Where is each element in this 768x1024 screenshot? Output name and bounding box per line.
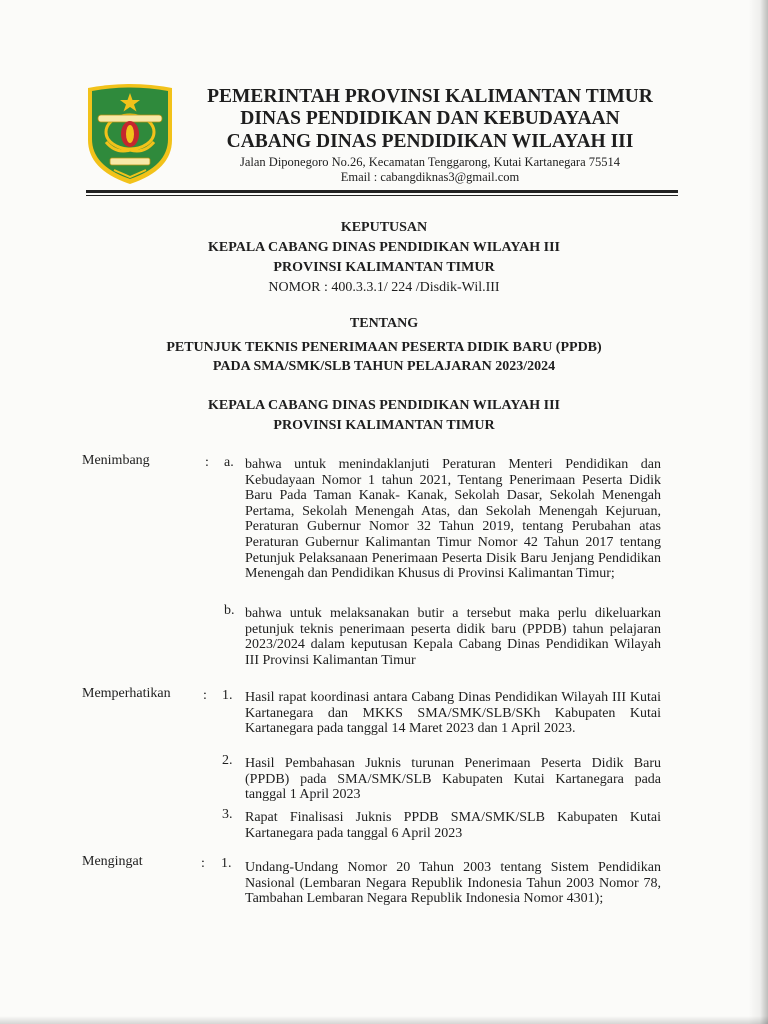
list-marker: 2. — [222, 753, 233, 768]
decree-heading: KEPUTUSAN — [340, 220, 428, 235]
decree-number: NOMOR : 400.3.3.1/ 224 /Disdik-Wil.III — [268, 280, 500, 295]
memperhatikan-item-1: Hasil rapat koordinasi antara Cabang Dinas Pendidikan Wilayah III Kutai Kartanegara dan MKKS SMA/SMK/SLB/SKh Kabupaten Kutai Kartanegara pada tanggal 14 Maret 2023 dan 1 April 2023. — [245, 690, 661, 737]
section-colon: : — [201, 856, 205, 871]
menimbang-item-a: bahwa untuk menindaklanjuti Peraturan Menteri Pendidikan dan Kebudayaan Nomor 1 tahun 2021, Tentang Penerimaan Peserta Didik Baru Pada Taman Kanak- Kanak, Sekolah Dasar, Sekolah Menengah Pertama, Sekolah Menengah Atas, dan Sekolah Menengah Kejuruan, Peraturan Gubernur Nomor 32 Tahun 2019, tentang Perubahan atas Peraturan Gubernur Kalimantan Timur Nomor 42 Tahun 2017 tentang Petunjuk Pelaksanaan Penerimaan Peserta Disik Baru Jenjang Pendidikan Menengah dan Pendidikan Khusus di Provinsi Kalimantan Timur; — [245, 457, 661, 582]
section-label-menimbang: Menimbang — [82, 453, 150, 468]
letterhead-government: PEMERINTAH PROVINSI KALIMANTAN TIMUR — [207, 86, 653, 107]
mengingat-item-1: Undang-Undang Nomor 20 Tahun 2003 tentang Sistem Pendidikan Nasional (Lembaran Negara Republik Indonesia Tahun 2003 Nomor 78, Tambahan Lembaran Negara Republik Indonesia Nomor 4301); — [245, 860, 661, 907]
decree-signer-title: KEPALA CABANG DINAS PENDIDIKAN WILAYAH III — [207, 398, 561, 413]
list-marker: 3. — [222, 807, 233, 822]
memperhatikan-item-2: Hasil Pembahasan Juknis turunan Penerimaan Peserta Didik Baru (PPDB) pada SMA/SMK/SLB Kabupaten Kutai Kartanegara pada tanggal 1 April 2023 — [245, 756, 661, 803]
decree-issuer-title: KEPALA CABANG DINAS PENDIDIKAN WILAYAH III — [207, 240, 561, 255]
list-marker: 1. — [222, 688, 233, 703]
letterhead-thin-divider — [86, 195, 678, 196]
list-marker: b. — [224, 603, 235, 618]
section-colon: : — [203, 688, 207, 703]
decree-subject-line2: PADA SMA/SMK/SLB TAHUN PELAJARAN 2023/2024 — [212, 359, 556, 374]
provincial-emblem-logo — [84, 82, 176, 186]
decree-subject-line1: PETUNJUK TEKNIS PENERIMAAN PESERTA DIDIK BARU (PPDB) — [166, 340, 602, 355]
list-marker: 1. — [221, 856, 232, 871]
letterhead-address: Jalan Diponegoro No.26, Kecamatan Tenggarong, Kutai Kartanegara 75514 — [239, 155, 621, 169]
section-colon: : — [205, 455, 209, 470]
letterhead-thick-divider — [86, 190, 678, 193]
section-label-mengingat: Mengingat — [82, 854, 143, 869]
letterhead-email: Email : cabangdiknas3@gmail.com — [340, 170, 520, 184]
scan-bottom-shadow — [0, 1016, 768, 1024]
decree-issuer-province: PROVINSI KALIMANTAN TIMUR — [273, 260, 495, 275]
decree-about: TENTANG — [349, 316, 419, 331]
section-label-memperhatikan: Memperhatikan — [82, 686, 171, 701]
letterhead-department: DINAS PENDIDIKAN DAN KEBUDAYAAN — [240, 108, 620, 129]
list-marker: a. — [224, 455, 234, 470]
memperhatikan-item-3: Rapat Finalisasi Juknis PPDB SMA/SMK/SLB Kabupaten Kutai Kartanegara pada tanggal 6 April 2023 — [245, 810, 661, 841]
decree-signer-province: PROVINSI KALIMANTAN TIMUR — [273, 418, 495, 433]
letterhead-branch-office: CABANG DINAS PENDIDIKAN WILAYAH III — [226, 131, 634, 152]
scan-edge-shadow — [748, 0, 768, 1024]
menimbang-item-b: bahwa untuk melaksanakan butir a tersebut maka perlu dikeluarkan petunjuk teknis penerimaan peserta didik baru (PPDB) tahun pelajaran 2023/2024 dalam keputusan Kepala Cabang Dinas Pendidikan Wilayah III Provinsi Kalimantan Timur — [245, 606, 661, 668]
